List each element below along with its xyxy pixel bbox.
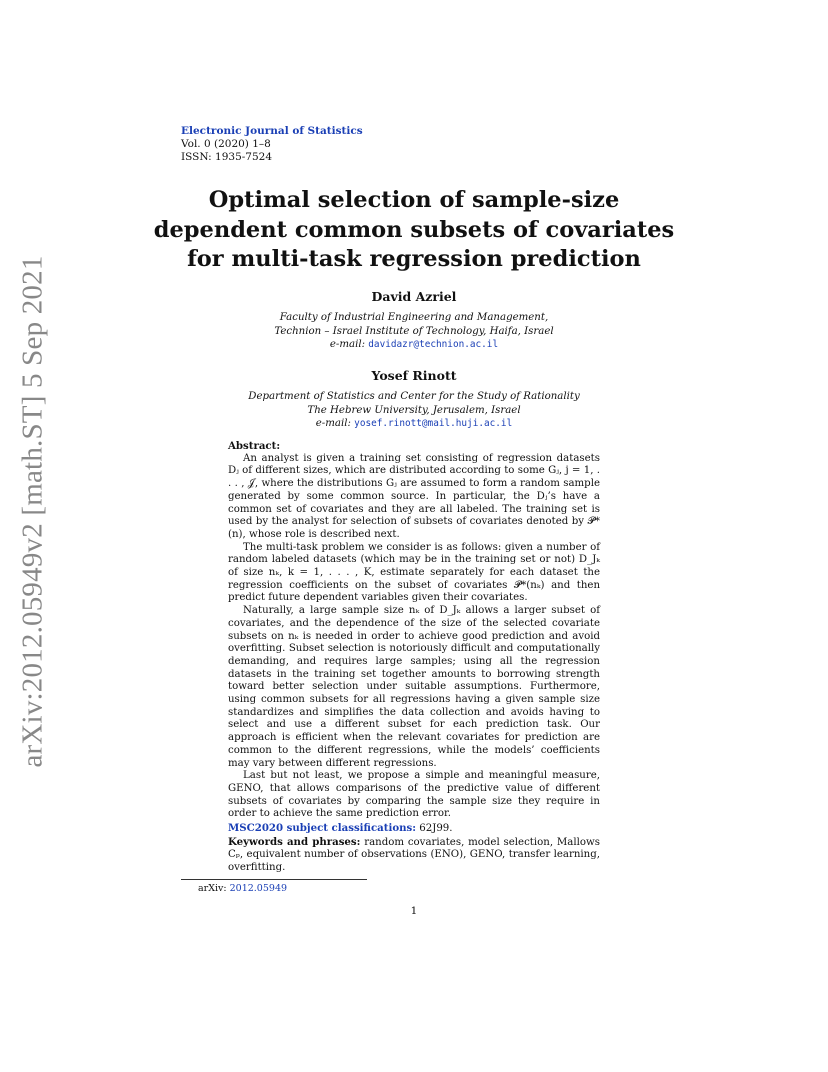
arxiv-stamp-text: arXiv:2012.05949v2 [math.ST] 5 Sep 2021 xyxy=(16,254,49,768)
abstract-paragraph: The multi-task problem we consider is as follows: given a number of random labeled datasets (which may be in the training set or not) D_Jₖ of size nₖ, k = 1, . . . , K, estimate separately for each dataset the regression coefficients on the subset of covariates 𝓟*(nₖ) and then predict future dependent variables given their covariates. xyxy=(228,541,600,604)
email-line: e-mail: davidazr@technion.ac.il xyxy=(329,339,499,350)
journal-volume: Vol. 0 (2020) 1–8 xyxy=(181,138,271,150)
footnote: arXiv: 2012.05949 xyxy=(198,883,288,894)
author-affiliation xyxy=(0,390,828,431)
footnote-rule xyxy=(181,879,367,880)
paper-metadata xyxy=(228,822,600,875)
keywords-value: random covariates, model selection, Mallows Cₚ, equivalent number of observations (ENO), GENO, transfer learning, overfitting. xyxy=(228,836,600,874)
title-line: for multi-task regression prediction xyxy=(187,246,641,272)
keywords xyxy=(228,836,600,875)
page-number: 1 xyxy=(410,905,418,917)
journal-name-link[interactable]: Electronic Journal of Statistics xyxy=(181,125,363,137)
email-line: e-mail: yosef.rinott@mail.huji.ac.il xyxy=(315,418,513,429)
author-affiliation xyxy=(0,311,828,352)
abstract xyxy=(228,440,600,821)
abstract-paragraph: An analyst is given a training set consisting of regression datasets Dⱼ of different sizes, which are distributed according to some Gⱼ, j = 1, . . . , 𝒥, where the distributions Gⱼ are assumed to form a random sample generated by some common source. In particular, the Dⱼ’s have a common set of covariates and they are all labeled. The training set is used by the analyst for selection of subsets of covariates denoted by 𝓟*(n), whose role is described next. xyxy=(228,452,600,540)
email-link[interactable]: yosef.rinott@mail.huji.ac.il xyxy=(354,418,513,429)
abstract-paragraph: Last but not least, we propose a simple and meaningful measure, GENO, that allows comparisons of the predictive value of different subsets of covariates by comparing the sample size they require in order to achieve the same prediction error. xyxy=(228,770,600,820)
msc-classification: MSC2020 subject classifications: 62J99. xyxy=(228,822,453,834)
abstract-label: Abstract: xyxy=(228,440,281,452)
affiliation-line: Department of Statistics and Center for the Study of Rationality xyxy=(248,391,580,402)
affiliation-line: The Hebrew University, Jerusalem, Israel xyxy=(307,404,521,416)
msc-link[interactable]: MSC2020 subject classifications: xyxy=(228,822,417,834)
author-name: David Azriel xyxy=(371,289,457,304)
arxiv-id-link[interactable]: 2012.05949 xyxy=(229,883,288,894)
journal-header xyxy=(181,125,363,164)
title-line: dependent common subsets of covariates xyxy=(153,216,675,243)
affiliation-line: Faculty of Industrial Engineering and Management, xyxy=(279,312,549,323)
paper-title xyxy=(150,186,678,275)
affiliation-line: Technion – Israel Institute of Technology, Haifa, Israel xyxy=(274,325,554,337)
journal-issn: ISSN: 1935-7524 xyxy=(181,151,273,163)
keywords-label: Keywords and phrases: xyxy=(228,835,361,848)
title-line: Optimal selection of sample-size xyxy=(208,187,620,213)
email-link[interactable]: davidazr@technion.ac.il xyxy=(368,339,499,350)
author-name: Yosef Rinott xyxy=(371,368,457,383)
abstract-paragraph: Naturally, a large sample size nₖ of D_Jₖ allows a larger subset of covariates, and the dependence of the size of the selected covariate subsets on nₖ is needed in order to achieve good prediction and avoid overfitting. Subset selection is notoriously difficult and computationally demanding, and requires large samples; using all the regression datasets in the training set together amounts to borrowing strength toward better selection under suitable assumptions. Furthermore, using common subsets for all regressions having a given sample size standardizes and simplifies the data collection and avoids having to select and use a different subset for each prediction task. Our approach is efficient when the relevant covariates for prediction are common to the different regressions, while the models’ coefficients may vary between different regressions. xyxy=(228,605,600,769)
